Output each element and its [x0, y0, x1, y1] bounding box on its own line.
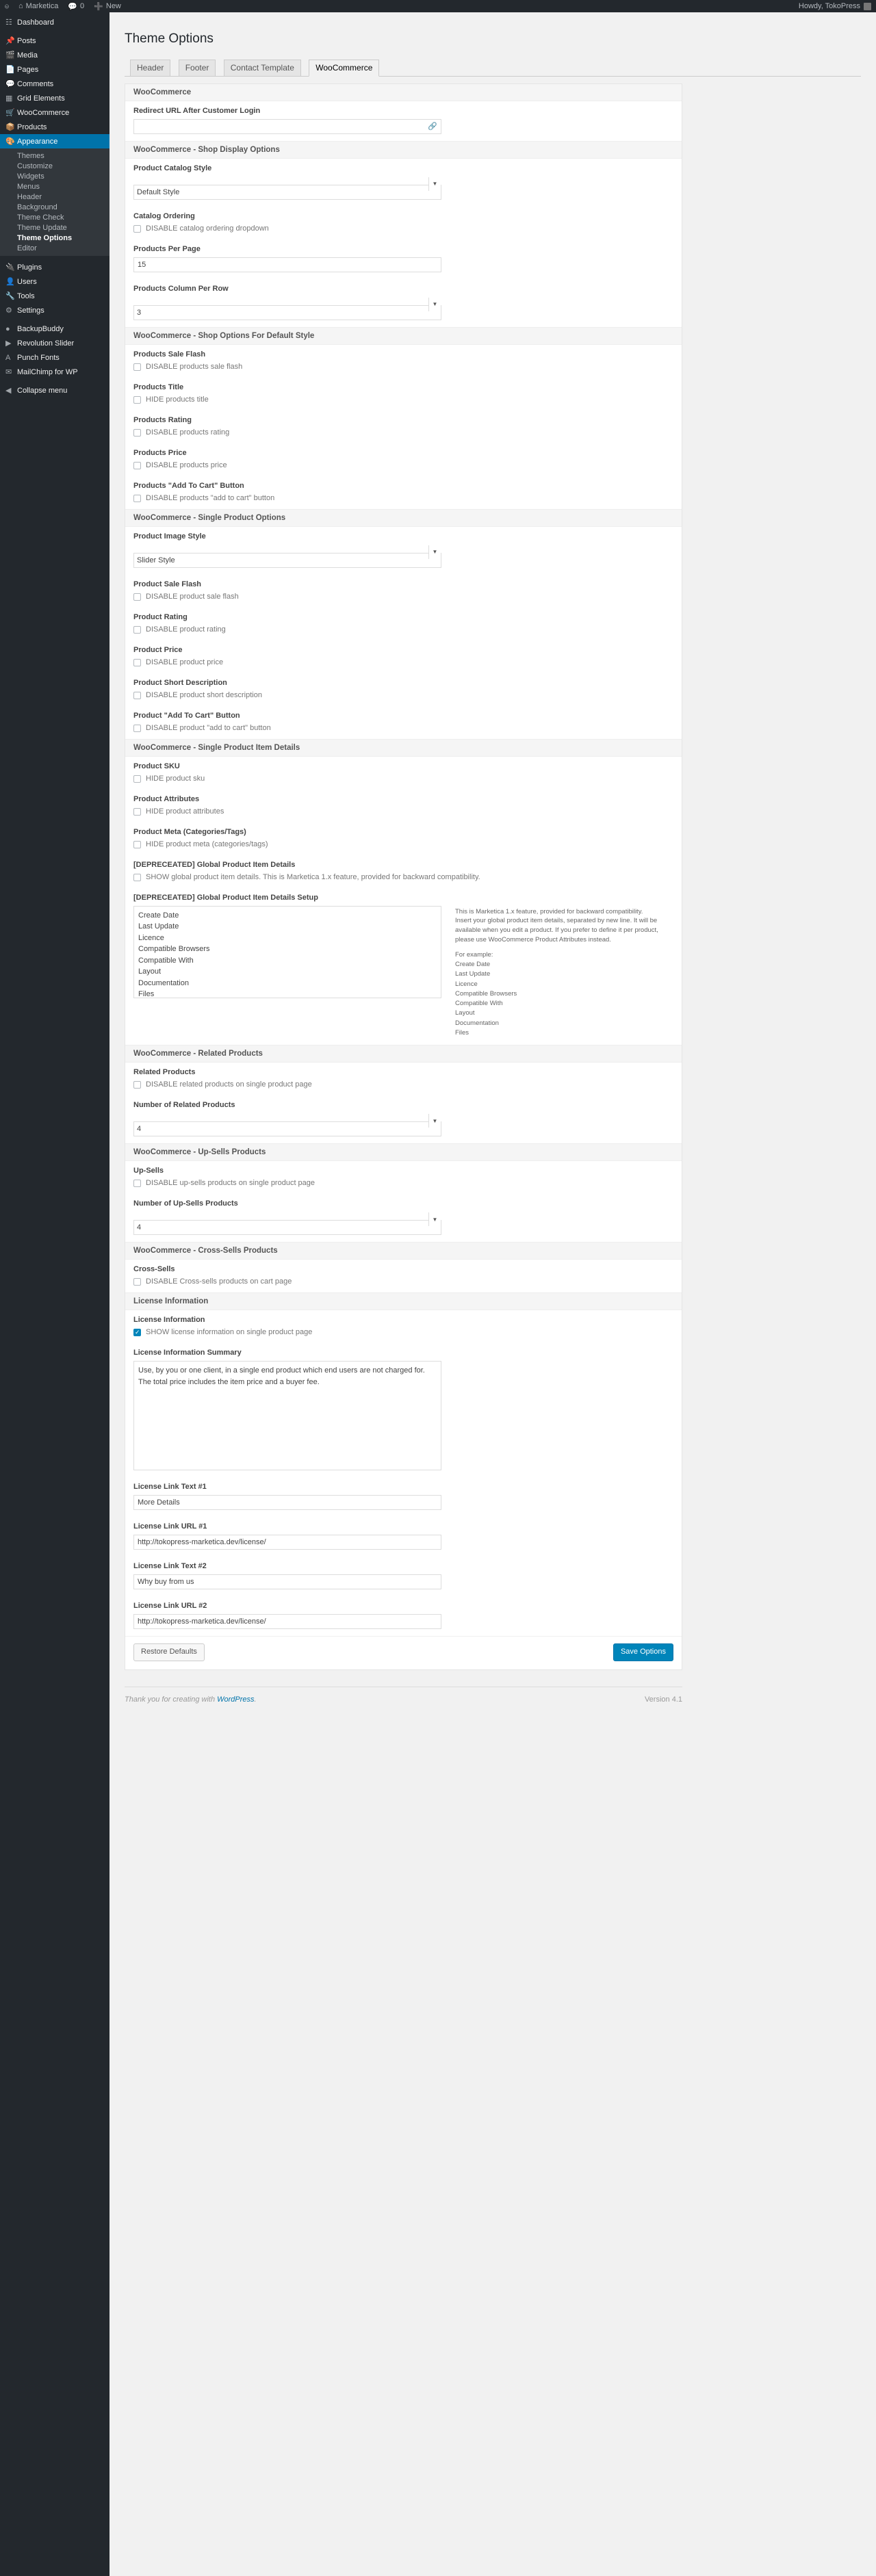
- field-number-upsells: [125, 1194, 682, 1242]
- field-license-information: [125, 1310, 682, 1343]
- field-deprecated-global-item-details: [125, 855, 682, 888]
- sidebar-item-tools[interactable]: [0, 289, 110, 303]
- field-deprecated-global-setup: [125, 888, 682, 1045]
- section-heading-related: WooCommerce - Related Products: [125, 1045, 682, 1063]
- home-icon: ⌂: [18, 2, 23, 10]
- product-attributes-label: Product Attributes: [133, 794, 200, 803]
- deprecated-setup-label: [DEPRECEATED] Global Product Item Details Setup: [133, 893, 318, 902]
- section-heading-shop-options: WooCommerce - Shop Options For Default Style: [125, 327, 682, 345]
- link-picker-icon[interactable]: 🔗: [428, 122, 437, 131]
- field-products-title: [125, 378, 682, 411]
- field-product-rating: [125, 608, 682, 640]
- submenu-item-theme-check[interactable]: Theme Check: [17, 213, 64, 222]
- product-image-style-select[interactable]: [133, 553, 441, 568]
- help-example-item: Compatible Browsers: [455, 989, 517, 998]
- footer-thanks: [125, 1695, 257, 1704]
- submenu-item-background[interactable]: Background: [17, 203, 57, 211]
- help-text: This is Marketica 1.x feature, provided for backward compatibility. Insert your global product item details, separated by new line. It will be available when you edit a product. If you prefer to define it per product, please use WooCommerce Product Attributes instead.: [455, 907, 658, 944]
- sidebar-item-label: Settings: [17, 306, 44, 315]
- sidebar-item-label: BackupBuddy: [17, 324, 64, 333]
- field-product-price: [125, 640, 682, 673]
- license-link-url-1-label: License Link URL #1: [133, 1522, 207, 1531]
- field-upsells: [125, 1161, 682, 1194]
- product-add-to-cart-check-label: DISABLE product "add to cart" button: [146, 723, 271, 732]
- wordpress-logo-icon[interactable]: [0, 0, 14, 12]
- products-rating-checkbox[interactable]: [133, 429, 141, 437]
- tab-contact-template[interactable]: Contact Template: [224, 60, 301, 76]
- help-example-item: Documentation: [455, 1019, 499, 1027]
- product-sku-checkbox[interactable]: [133, 775, 141, 783]
- help-example-item: Create Date: [455, 961, 491, 968]
- sidebar-item-label: Posts: [17, 36, 36, 45]
- number-upsells-label: Number of Up-Sells Products: [133, 1199, 238, 1208]
- collapse-icon: ◀: [5, 387, 12, 395]
- sidebar-item-label: WooCommerce: [17, 108, 70, 117]
- catalog-ordering-label: Catalog Ordering: [133, 211, 195, 220]
- products-title-checkbox[interactable]: [133, 396, 141, 404]
- catalog-style-label: Product Catalog Style: [133, 164, 212, 172]
- product-meta-checkbox[interactable]: [133, 841, 141, 848]
- crosssells-check-label: DISABLE Cross-sells products on cart page: [146, 1277, 292, 1286]
- products-per-page-input[interactable]: [133, 257, 441, 272]
- options-panel: [125, 83, 682, 1670]
- site-name[interactable]: [14, 0, 63, 12]
- help-example-item: Files: [455, 1028, 469, 1037]
- dashboard-icon: ☷: [5, 18, 12, 27]
- sidebar-item-settings[interactable]: [0, 303, 110, 317]
- products-title-check-label: HIDE products title: [146, 395, 209, 404]
- product-image-style-label: Product Image Style: [133, 532, 206, 541]
- field-products-add-to-cart: [125, 476, 682, 509]
- field-license-summary: [125, 1343, 682, 1477]
- products-icon: 📦: [5, 123, 15, 131]
- submenu-item-theme-update[interactable]: Theme Update: [17, 223, 67, 232]
- admin-bar: [0, 0, 876, 12]
- field-number-related-products: [125, 1095, 682, 1143]
- sidebar-item-label: Dashboard: [17, 18, 54, 27]
- sidebar-item-label: Grid Elements: [17, 94, 65, 103]
- section-heading-license: License Information: [125, 1292, 682, 1310]
- section-heading-item-details: WooCommerce - Single Product Item Details: [125, 739, 682, 757]
- products-price-check-label: DISABLE products price: [146, 460, 227, 469]
- license-link-url-2-input[interactable]: [133, 1614, 441, 1629]
- wordpress-link[interactable]: WordPress: [217, 1695, 255, 1704]
- footer-thanks-pre: Thank you for creating with: [125, 1695, 218, 1704]
- deprecated-global-label: [DEPRECEATED] Global Product Item Details: [133, 860, 296, 869]
- sidebar-item-punch-fonts[interactable]: [0, 350, 110, 365]
- comment-icon: 💬: [5, 80, 15, 88]
- tab-footer[interactable]: Footer: [179, 60, 216, 76]
- sidebar-item-comments[interactable]: [0, 77, 110, 91]
- field-license-link-text-2: [125, 1557, 682, 1596]
- product-meta-check-label: HIDE product meta (categories/tags): [146, 840, 268, 848]
- grid-icon: ▦: [5, 94, 13, 103]
- sidebar-item-posts[interactable]: [0, 34, 110, 48]
- appearance-icon: 🎨: [5, 138, 15, 146]
- field-products-price: [125, 443, 682, 476]
- license-information-checkbox[interactable]: [133, 1329, 141, 1336]
- crosssells-checkbox[interactable]: [133, 1278, 141, 1286]
- field-products-rating: [125, 411, 682, 443]
- tab-header[interactable]: Header: [130, 60, 170, 76]
- products-column-label: Products Column Per Row: [133, 284, 229, 293]
- collapse-menu-button[interactable]: [0, 383, 110, 398]
- product-add-to-cart-checkbox[interactable]: [133, 725, 141, 732]
- help-example-item: Layout: [455, 1009, 475, 1017]
- products-sale-flash-checkbox[interactable]: [133, 363, 141, 371]
- field-license-link-url-1: [125, 1517, 682, 1557]
- catalog-ordering-check-label: DISABLE catalog ordering dropdown: [146, 224, 269, 233]
- product-attributes-check-label: HIDE product attributes: [146, 807, 224, 816]
- products-sale-flash-check-label: DISABLE products sale flash: [146, 362, 243, 371]
- sidebar-item-label: Comments: [17, 79, 54, 88]
- product-add-to-cart-label: Product "Add To Cart" Button: [133, 711, 240, 720]
- products-sale-flash-label: Products Sale Flash: [133, 350, 206, 359]
- field-crosssells: [125, 1260, 682, 1292]
- license-information-label: License Information: [133, 1316, 205, 1324]
- upsells-label: Up-Sells: [133, 1167, 164, 1175]
- product-price-checkbox[interactable]: [133, 659, 141, 666]
- field-products-sale-flash: [125, 345, 682, 378]
- crosssells-label: Cross-Sells: [133, 1265, 175, 1273]
- chevron-down-icon: ▼: [428, 298, 441, 311]
- sidebar-item-grid-elements[interactable]: [0, 91, 110, 105]
- howdy-label: Howdy, TokoPress: [798, 2, 860, 10]
- license-link-text-1-label: License Link Text #1: [133, 1483, 207, 1491]
- comments-count: 0: [80, 2, 85, 10]
- chevron-down-icon: ▼: [428, 177, 441, 191]
- sidebar-item-label: Users: [17, 277, 37, 286]
- avatar: [864, 3, 871, 10]
- sidebar-item-media[interactable]: [0, 48, 110, 62]
- field-redirect-url: [125, 101, 682, 141]
- field-product-attributes: [125, 790, 682, 822]
- admin-footer: [125, 1687, 682, 1710]
- footer-thanks-post: .: [254, 1695, 257, 1704]
- related-products-check-label: DISABLE related products on single product page: [146, 1080, 312, 1089]
- chevron-down-icon: ▼: [428, 1114, 441, 1128]
- site-name-label: Marketica: [25, 2, 59, 10]
- submenu-item-theme-options[interactable]: Theme Options: [17, 233, 73, 242]
- panel-footer: [125, 1636, 682, 1669]
- field-product-catalog-style: [125, 159, 682, 207]
- sidebar-item-mailchimp[interactable]: [0, 365, 110, 379]
- help-example-item: Licence: [455, 980, 478, 988]
- product-sale-flash-label: Product Sale Flash: [133, 580, 202, 588]
- sidebar-item-backupbuddy[interactable]: [0, 322, 110, 336]
- products-per-page-label: Products Per Page: [133, 244, 201, 253]
- section-heading-crosssells: WooCommerce - Cross-Sells Products: [125, 1242, 682, 1260]
- product-sale-flash-checkbox[interactable]: [133, 593, 141, 601]
- restore-defaults-button[interactable]: Restore Defaults: [133, 1643, 205, 1661]
- license-summary-label: License Information Summary: [133, 1349, 242, 1357]
- section-heading-upsells: WooCommerce - Up-Sells Products: [125, 1143, 682, 1161]
- field-product-add-to-cart: [125, 706, 682, 739]
- product-short-description-label: Product Short Description: [133, 678, 227, 687]
- gear-icon: ⚙: [5, 307, 12, 315]
- field-catalog-ordering: [125, 207, 682, 239]
- sidebar-item-label: Tools: [17, 291, 35, 300]
- appearance-submenu: [0, 148, 110, 256]
- cart-icon: 🛒: [5, 109, 15, 117]
- plugins-icon: 🔌: [5, 263, 15, 272]
- chevron-down-icon: ▼: [428, 1212, 441, 1226]
- page-title: Theme Options: [125, 31, 214, 46]
- backupbuddy-icon: ●: [5, 324, 10, 333]
- tab-bar: [125, 59, 861, 77]
- sidebar-item-label: Appearance: [17, 137, 58, 146]
- pin-icon: 📌: [5, 37, 15, 45]
- products-rating-check-label: DISABLE products rating: [146, 428, 230, 437]
- license-link-url-1-input[interactable]: [133, 1535, 441, 1550]
- sidebar-item-users[interactable]: [0, 274, 110, 289]
- submenu-item-themes[interactable]: Themes: [17, 151, 44, 160]
- product-rating-check-label: DISABLE product rating: [146, 625, 226, 634]
- section-heading-shop-display: WooCommerce - Shop Display Options: [125, 141, 682, 159]
- admin-sidebar: [0, 12, 110, 2576]
- products-add-to-cart-label: Products "Add To Cart" Button: [133, 481, 244, 490]
- tab-woocommerce[interactable]: WooCommerce: [309, 60, 379, 77]
- submenu-item-menus[interactable]: Menus: [17, 182, 40, 191]
- new-label: New: [105, 2, 121, 10]
- product-rating-label: Product Rating: [133, 612, 188, 621]
- product-sale-flash-check-label: DISABLE product sale flash: [146, 592, 239, 601]
- number-related-label: Number of Related Products: [133, 1101, 235, 1109]
- howdy-menu[interactable]: [794, 0, 876, 12]
- save-options-button[interactable]: Save Options: [613, 1643, 673, 1661]
- license-link-text-2-label: License Link Text #2: [133, 1562, 207, 1570]
- slider-icon: ▶: [5, 339, 12, 348]
- help-example-title: For example:: [455, 950, 493, 959]
- sidebar-item-plugins[interactable]: [0, 260, 110, 274]
- sidebar-item-appearance[interactable]: [0, 134, 110, 148]
- product-price-label: Product Price: [133, 645, 183, 654]
- product-price-check-label: DISABLE product price: [146, 658, 224, 666]
- chevron-down-icon: ▼: [428, 545, 441, 559]
- upsells-checkbox[interactable]: [133, 1180, 141, 1187]
- redirect-url-label: Redirect URL After Customer Login: [133, 106, 261, 115]
- product-sku-label: Product SKU: [133, 762, 180, 770]
- products-rating-label: Products Rating: [133, 415, 192, 424]
- page-icon: 📄: [5, 66, 15, 74]
- field-related-products: [125, 1063, 682, 1095]
- catalog-style-select[interactable]: [133, 185, 441, 200]
- deprecated-global-check-label: SHOW global product item details. This is Marketica 1.x feature, provided for backward compatibility.: [146, 872, 480, 881]
- license-information-check-label: SHOW license information on single product page: [146, 1328, 313, 1336]
- products-price-checkbox[interactable]: [133, 462, 141, 469]
- help-example-item: Compatible With: [455, 1000, 503, 1007]
- products-add-to-cart-checkbox[interactable]: [133, 495, 141, 502]
- sidebar-item-label: Plugins: [17, 263, 42, 272]
- sidebar-item-label: Products: [17, 122, 47, 131]
- field-license-link-url-2: [125, 1596, 682, 1636]
- users-icon: 👤: [5, 278, 15, 286]
- sidebar-item-products[interactable]: [0, 120, 110, 134]
- license-link-text-2-input[interactable]: [133, 1574, 441, 1589]
- upsells-check-label: DISABLE up-sells products on single product page: [146, 1179, 315, 1187]
- license-summary-textarea[interactable]: [133, 1361, 441, 1470]
- field-products-per-page: [125, 239, 682, 279]
- submenu-item-customize[interactable]: Customize: [17, 161, 53, 170]
- field-product-image-style: [125, 527, 682, 575]
- tools-icon: 🔧: [5, 292, 15, 300]
- product-short-description-checkbox[interactable]: [133, 692, 141, 699]
- number-upsells-select[interactable]: [133, 1220, 441, 1235]
- submenu-item-editor[interactable]: Editor: [17, 244, 37, 252]
- related-products-checkbox[interactable]: [133, 1081, 141, 1089]
- sidebar-item-label: Collapse menu: [17, 386, 68, 395]
- mailchimp-icon: ✉: [5, 368, 12, 376]
- section-heading-woocommerce: WooCommerce: [125, 84, 682, 101]
- comments-bubble[interactable]: [63, 0, 89, 12]
- fonts-icon: A: [5, 353, 11, 362]
- products-add-to-cart-check-label: DISABLE products "add to cart" button: [146, 493, 275, 502]
- product-attributes-checkbox[interactable]: [133, 808, 141, 816]
- comment-icon: 💬: [68, 2, 78, 11]
- sidebar-item-woocommerce[interactable]: [0, 105, 110, 120]
- deprecated-setup-help: [455, 906, 660, 1038]
- license-link-text-1-input[interactable]: [133, 1495, 441, 1510]
- submenu-item-header[interactable]: Header: [17, 192, 42, 201]
- sidebar-item-label: Media: [17, 51, 38, 60]
- product-meta-label: Product Meta (Categories/Tags): [133, 827, 246, 836]
- sidebar-item-pages[interactable]: [0, 62, 110, 77]
- sidebar-item-revolution-slider[interactable]: [0, 336, 110, 350]
- wp-version: Version 4.1: [644, 1695, 682, 1704]
- sidebar-item-dashboard[interactable]: [0, 15, 110, 29]
- catalog-ordering-checkbox[interactable]: [133, 225, 141, 233]
- product-rating-checkbox[interactable]: [133, 626, 141, 634]
- products-column-select[interactable]: [133, 305, 441, 320]
- deprecated-global-checkbox[interactable]: [133, 874, 141, 881]
- sidebar-item-label: MailChimp for WP: [17, 367, 78, 376]
- help-example-item: Last Update: [455, 970, 491, 978]
- plus-icon: ➕: [94, 2, 103, 11]
- related-products-label: Related Products: [133, 1068, 196, 1076]
- content-area: [110, 12, 876, 2576]
- product-short-description-check-label: DISABLE product short description: [146, 690, 262, 699]
- products-price-label: Products Price: [133, 448, 187, 457]
- field-license-link-text-1: [125, 1477, 682, 1517]
- number-related-select[interactable]: [133, 1121, 441, 1136]
- license-link-url-2-label: License Link URL #2: [133, 1602, 207, 1610]
- sidebar-item-label: Punch Fonts: [17, 353, 60, 362]
- field-product-short-description: [125, 673, 682, 706]
- products-title-label: Products Title: [133, 382, 184, 391]
- media-icon: 🎬: [5, 51, 15, 60]
- redirect-url-input[interactable]: [133, 119, 441, 134]
- sidebar-item-label: Pages: [17, 65, 39, 74]
- theme-options-wrap: [110, 12, 876, 1710]
- sidebar-item-label: Revolution Slider: [17, 339, 75, 348]
- new-content-button[interactable]: [89, 0, 126, 12]
- field-products-column-per-row: [125, 279, 682, 327]
- field-product-sku: [125, 757, 682, 790]
- submenu-item-widgets[interactable]: Widgets: [17, 172, 44, 181]
- product-sku-check-label: HIDE product sku: [146, 774, 205, 783]
- field-product-meta: [125, 822, 682, 855]
- field-product-sale-flash: [125, 575, 682, 608]
- deprecated-setup-textarea[interactable]: [133, 906, 441, 998]
- section-heading-single-product: WooCommerce - Single Product Options: [125, 509, 682, 527]
